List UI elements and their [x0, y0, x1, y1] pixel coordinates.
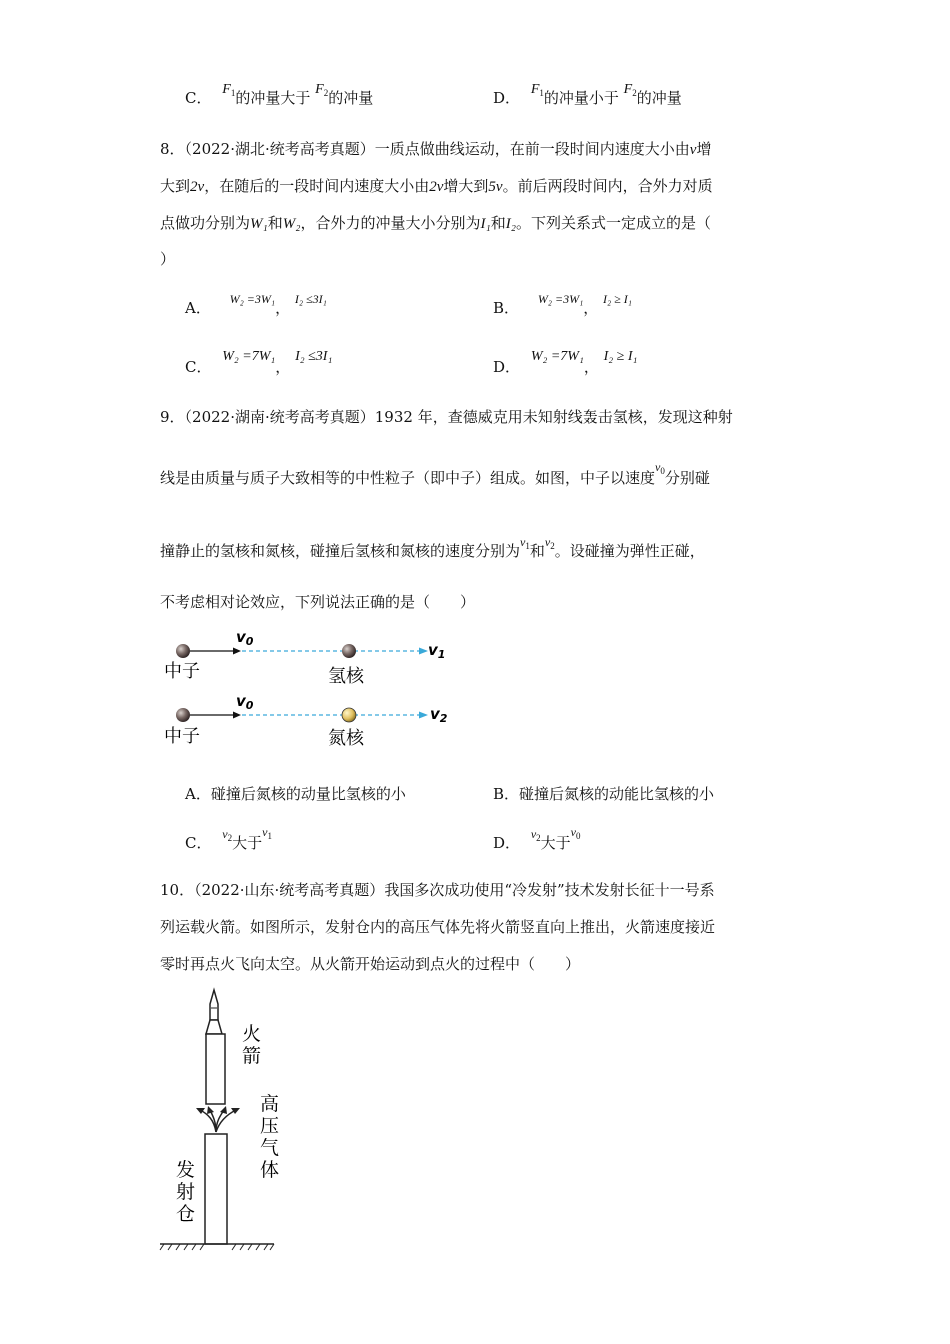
svg-text:火: 火	[242, 1023, 262, 1045]
q7-d-sym1: $F_1$	[530, 82, 544, 98]
silo-label	[176, 1159, 195, 1225]
q7-c-sym1: $F_1$	[222, 82, 236, 98]
q10-rocket-figure	[158, 982, 298, 1252]
q9-option-d[interactable]: D． $^{v_2}$大于$^{v_0}$	[493, 825, 581, 852]
q8-line-1: 8．（2022·湖北·统考高考真题）一质点做曲线运动，在前一段时间内速度大小由v增	[160, 140, 712, 158]
q10-line-2: 列运载火箭。如图所示，发射仓内的高压气体先将火箭竖直向上推出，火箭速度接近	[160, 918, 716, 936]
q8-line-3: 点做功分别为W₁和W₂，合外力的冲量大小分别为I₁和I₂。下列关系式一定成立的是（	[160, 214, 711, 232]
hydrogen-label: 氢核	[328, 666, 364, 687]
q7-option-c[interactable]: C． $F_1$的冲量大于 $F_2$的冲量	[185, 82, 374, 107]
v2-label: $v_2$	[430, 705, 448, 725]
svg-text:发: 发	[176, 1159, 196, 1181]
q9-option-a[interactable]: A．碰撞后氮核的动量比氢核的小	[185, 785, 406, 803]
svg-text:射: 射	[176, 1181, 196, 1203]
q9-line-4: 不考虑相对论效应，下列说法正确的是（ ）	[160, 593, 476, 611]
q9-line-1: 9．（2022·湖南·统考高考真题）1932 年，查德威克用未知射线轰击氢核，发现这种射	[160, 408, 733, 426]
hydrogen-ball	[342, 644, 356, 658]
q9-line-2: 线是由质量与质子大致相等的中性粒子（即中子）组成。如图，中子以速度$^{v_0}$分别碰	[160, 460, 710, 487]
q9-option-c[interactable]: C． $^{v_2}$大于$^{v_1}$	[185, 825, 272, 852]
q8-option-b[interactable]: B． $^{W_2 =3W_1}$， $^{I_2 \ge I_1}$	[493, 292, 632, 317]
rocket-nose	[210, 990, 218, 1020]
q9-option-b[interactable]: B．碰撞后氮核的动能比氢核的小	[493, 785, 715, 803]
q9-collision-figure	[158, 622, 458, 752]
neutron-ball-2	[176, 708, 190, 722]
neutron-label-1: 中子	[164, 661, 200, 682]
q9-line-3: 撞静止的氢核和氮核，碰撞后氢核和氮核的速度分别为$^{v_1}$和$^{v_2}$。设碰撞为弹性正碰，	[160, 535, 705, 560]
v1-label: $v_1$	[428, 641, 446, 661]
launch-silo	[205, 1134, 227, 1244]
svg-text:高: 高	[260, 1093, 280, 1115]
q10-line-1: 10．（2022·山东·统考高考真题）我国多次成功使用“冷发射”技术发射长征十一号系	[160, 881, 715, 899]
v0-label-2: $v_0$	[236, 692, 254, 712]
q7-d-sym2: $F_2$	[623, 82, 637, 98]
rocket-body	[206, 1034, 225, 1104]
q10-line-3: 零时再点火飞向太空。从火箭开始运动到点火的过程中（ ）	[160, 955, 581, 973]
neutron-ball-1	[176, 644, 190, 658]
svg-text:压: 压	[260, 1115, 280, 1137]
q8-line-2: 大到2v，在随后的一段时间内速度大小由2v增大到5v。前后两段时间内，合外力对质	[160, 177, 713, 195]
svg-text:气: 气	[260, 1137, 280, 1159]
q7-option-d[interactable]: D． $F_1$的冲量小于 $F_2$的冲量	[493, 82, 682, 107]
q8-option-d[interactable]: D． W₂ =7W₁， I₂ ≥ I₁	[493, 349, 638, 376]
neutron-label-2: 中子	[164, 726, 200, 747]
q8-line-4: ）	[160, 250, 176, 268]
svg-text:仓: 仓	[176, 1203, 196, 1225]
q7-c-sym2: $F_2$	[315, 82, 329, 98]
gas-label	[260, 1093, 279, 1181]
svg-text:体: 体	[260, 1159, 280, 1181]
nitrogen-ball	[342, 708, 356, 722]
q8-option-a[interactable]: A． $^{W_2 =3W_1}$， $^{I_2 \le 3I_1}$	[185, 292, 327, 317]
q8-option-c[interactable]: C． W₂ =7W₁， I₂ ≤3I₁	[185, 349, 333, 376]
v0-label-1: $v_0$	[236, 628, 254, 648]
svg-text:箭: 箭	[242, 1045, 262, 1067]
rocket-label	[242, 1023, 261, 1067]
nitrogen-label: 氮核	[328, 728, 364, 749]
